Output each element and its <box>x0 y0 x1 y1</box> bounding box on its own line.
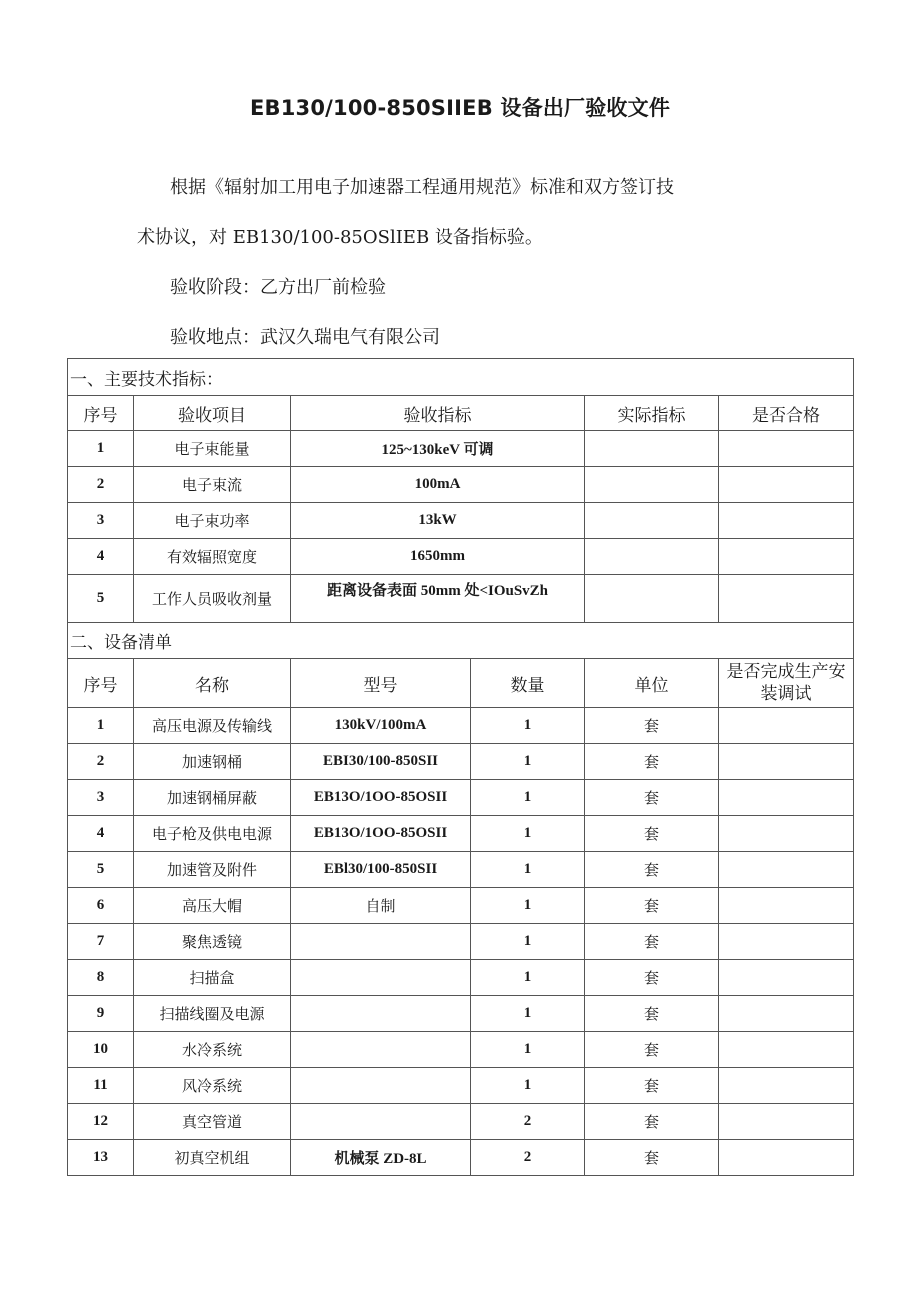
table-row-model: 自制 <box>291 888 471 924</box>
table-row-no: 4 <box>68 539 134 575</box>
table-row-unit: 套 <box>585 960 719 996</box>
table-row-actual <box>585 539 719 575</box>
table-row-pass <box>719 575 854 623</box>
table-row-unit: 套 <box>585 1140 719 1176</box>
table-row-done <box>719 1032 854 1068</box>
section2-header-name: 名称 <box>134 659 291 708</box>
table-row-no: 8 <box>68 960 134 996</box>
section1-header-item: 验收项目 <box>134 396 291 431</box>
table-row-name: 加速钢桶 <box>134 744 291 780</box>
table-row-qty: 2 <box>471 1140 585 1176</box>
section1-header-no: 序号 <box>68 396 134 431</box>
acceptance-stage: 验收阶段：乙方出厂前检验 <box>170 277 386 298</box>
table-row-unit: 套 <box>585 996 719 1032</box>
table-row-no: 9 <box>68 996 134 1032</box>
table-row-name: 电子枪及供电电源 <box>134 816 291 852</box>
table-row-spec: 13kW <box>291 503 585 539</box>
table-row-qty: 1 <box>471 996 585 1032</box>
table-row-pass <box>719 539 854 575</box>
table-row-model: EBl30/100-850SII <box>291 852 471 888</box>
table-row-qty: 1 <box>471 744 585 780</box>
table-row-no: 12 <box>68 1104 134 1140</box>
table-row-done <box>719 1104 854 1140</box>
table-row-spec: 1650mm <box>291 539 585 575</box>
table-row-no: 3 <box>68 503 134 539</box>
table-row-model: EB13O/1OO-85OSII <box>291 816 471 852</box>
table-row-no: 2 <box>68 744 134 780</box>
section2-header-no: 序号 <box>68 659 134 708</box>
table-row-no: 1 <box>68 708 134 744</box>
table-row-name: 扫描盒 <box>134 960 291 996</box>
table-row-item: 电子束能量 <box>134 431 291 467</box>
table-row-qty: 1 <box>471 960 585 996</box>
table-row-item: 电子束流 <box>134 467 291 503</box>
table-row-pass <box>719 467 854 503</box>
table-row-qty: 1 <box>471 888 585 924</box>
table-row-qty: 1 <box>471 708 585 744</box>
table-row-done <box>719 924 854 960</box>
table-row-spec: 100mA <box>291 467 585 503</box>
table-row-qty: 1 <box>471 924 585 960</box>
table-row-no: 7 <box>68 924 134 960</box>
table-row-no: 13 <box>68 1140 134 1176</box>
table-row-model <box>291 1104 471 1140</box>
table-row-model <box>291 924 471 960</box>
section1-header-spec: 验收指标 <box>291 396 585 431</box>
table-row-model <box>291 1032 471 1068</box>
section1-heading: 一、主要技术指标： <box>68 359 854 396</box>
table-row-qty: 1 <box>471 1068 585 1104</box>
table-row-qty: 2 <box>471 1104 585 1140</box>
section2-header-done: 是否完成生产安装调试 <box>719 659 854 708</box>
table-row-unit: 套 <box>585 744 719 780</box>
section2-header-model: 型号 <box>291 659 471 708</box>
table-row-model <box>291 960 471 996</box>
table-row-name: 水冷系统 <box>134 1032 291 1068</box>
table-row-model: EBI30/100-850SII <box>291 744 471 780</box>
table-row-name: 真空管道 <box>134 1104 291 1140</box>
table-row-actual <box>585 431 719 467</box>
table-row-actual <box>585 503 719 539</box>
table-row-done <box>719 708 854 744</box>
table-row-no: 11 <box>68 1068 134 1104</box>
intro-line-2: 术协议，对 EB130/100-85OSlIEB 设备指标验。 <box>137 227 543 248</box>
section1-header-actual: 实际指标 <box>585 396 719 431</box>
acceptance-location: 验收地点：武汉久瑞电气有限公司 <box>170 327 440 348</box>
table-row-model <box>291 1068 471 1104</box>
table-row-done <box>719 1068 854 1104</box>
section2-heading: 二、设备清单 <box>68 623 854 659</box>
table-row-unit: 套 <box>585 1068 719 1104</box>
table-row-unit: 套 <box>585 816 719 852</box>
table-row-unit: 套 <box>585 1032 719 1068</box>
table-row-unit: 套 <box>585 1104 719 1140</box>
table-row-done <box>719 744 854 780</box>
table-row-actual <box>585 467 719 503</box>
table-row-no: 4 <box>68 816 134 852</box>
table-row-qty: 1 <box>471 816 585 852</box>
table-row-name: 加速钢桶屏蔽 <box>134 780 291 816</box>
table-row-qty: 1 <box>471 1032 585 1068</box>
section2-header-qty: 数量 <box>471 659 585 708</box>
table-row-name: 加速管及附件 <box>134 852 291 888</box>
table-row-name: 扫描线圈及电源 <box>134 996 291 1032</box>
table-row-model <box>291 996 471 1032</box>
intro-line-1: 根据《辐射加工用电子加速器工程通用规范》标准和双方签订技 <box>170 177 674 198</box>
table-row-no: 10 <box>68 1032 134 1068</box>
table-row-qty: 1 <box>471 780 585 816</box>
section2-header-unit: 单位 <box>585 659 719 708</box>
table-row-no: 5 <box>68 852 134 888</box>
table-row-done <box>719 960 854 996</box>
table-row-name: 初真空机组 <box>134 1140 291 1176</box>
table-row-spec: 125~130keV 可调 <box>291 431 585 467</box>
table-row-model: 130kV/100mA <box>291 708 471 744</box>
table-row-unit: 套 <box>585 852 719 888</box>
table-row-no: 2 <box>68 467 134 503</box>
table-row-done <box>719 852 854 888</box>
acceptance-table <box>67 358 854 1176</box>
table-row-item: 工作人员吸收剂量 <box>134 575 291 623</box>
table-row-name: 高压电源及传输线 <box>134 708 291 744</box>
table-row-done <box>719 816 854 852</box>
table-row-done <box>719 996 854 1032</box>
table-row-qty: 1 <box>471 852 585 888</box>
table-row-unit: 套 <box>585 780 719 816</box>
section1-header-pass: 是否合格 <box>719 396 854 431</box>
table-row-model: 机械泵 ZD-8L <box>291 1140 471 1176</box>
table-row-name: 高压大帽 <box>134 888 291 924</box>
document-title: EB130/100-850SIIEB 设备出厂验收文件 <box>249 96 671 120</box>
table-row-model: EB13O/1OO-85OSII <box>291 780 471 816</box>
table-row-pass <box>719 431 854 467</box>
table-row-pass <box>719 503 854 539</box>
table-row-no: 6 <box>68 888 134 924</box>
table-row-item: 有效辐照宽度 <box>134 539 291 575</box>
table-row-no: 5 <box>68 575 134 623</box>
table-row-actual <box>585 575 719 623</box>
table-row-unit: 套 <box>585 708 719 744</box>
table-row-item: 电子束功率 <box>134 503 291 539</box>
table-row-name: 聚焦透镜 <box>134 924 291 960</box>
table-row-no: 3 <box>68 780 134 816</box>
table-row-unit: 套 <box>585 924 719 960</box>
table-row-done <box>719 1140 854 1176</box>
table-row-unit: 套 <box>585 888 719 924</box>
table-row-name: 风冷系统 <box>134 1068 291 1104</box>
table-row-done <box>719 888 854 924</box>
table-row-no: 1 <box>68 431 134 467</box>
table-row-done <box>719 780 854 816</box>
table-row-spec: 距离设备表面 50mm 处<IOuSvZh <box>291 575 585 623</box>
